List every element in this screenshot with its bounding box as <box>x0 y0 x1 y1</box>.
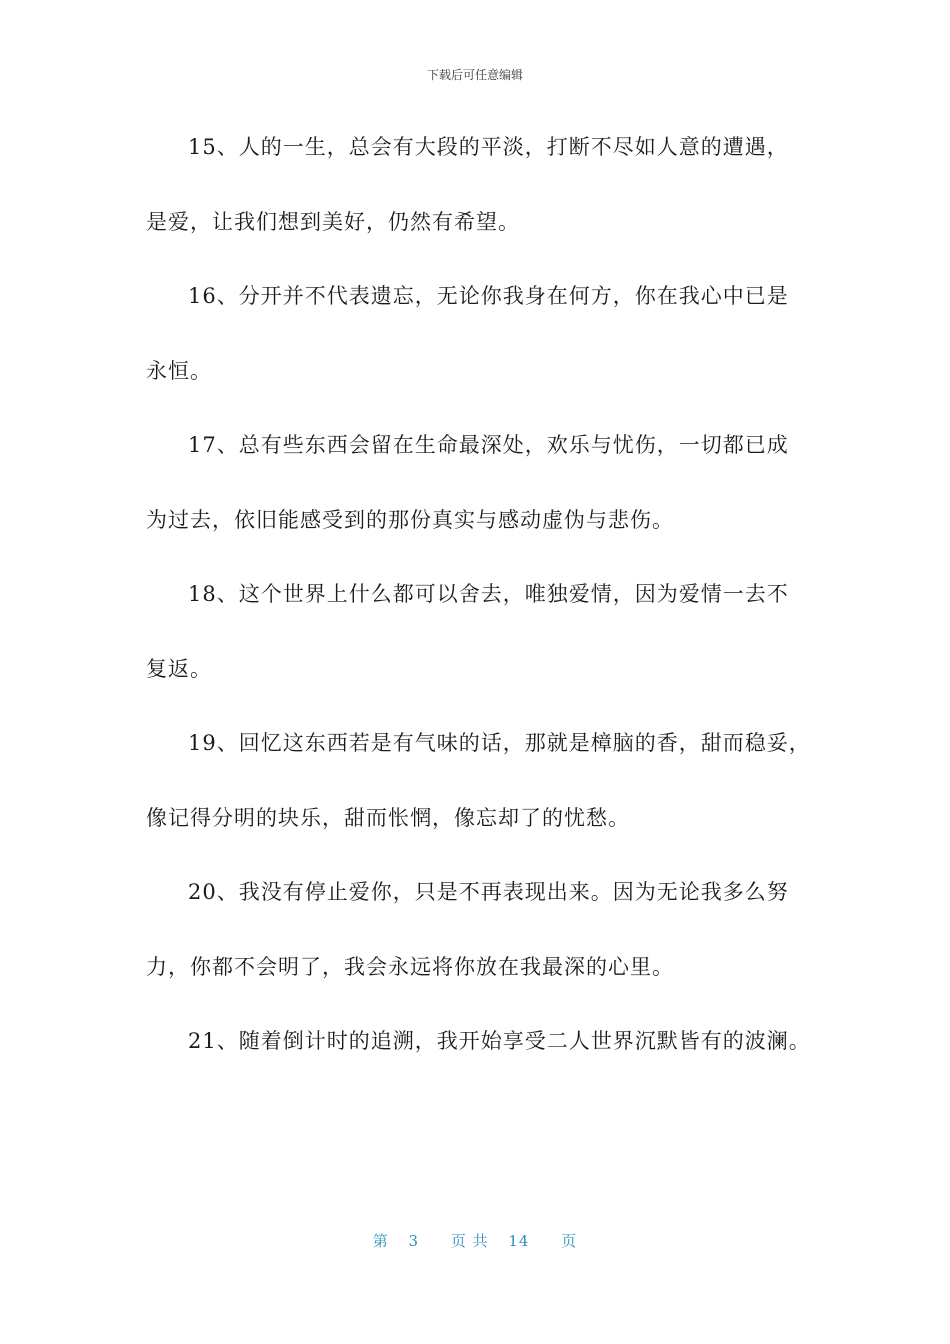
paragraph-17-line-1: 17、总有些东西会留在生命最深处，欢乐与忧伤，一切都已成 <box>188 433 789 457</box>
paragraph-20-line-2: 力，你都不会明了，我会永远将你放在我最深的心里。 <box>146 954 674 979</box>
footer-middle: 页 共 <box>450 1232 489 1250</box>
footer-prefix: 第 <box>372 1232 389 1250</box>
paragraph-20-line-1: 20、我没有停止爱你，只是不再表现出来。因为无论我多么努 <box>188 880 789 904</box>
paragraph-18-line-1: 18、这个世界上什么都可以舍去，唯独爱情，因为爱情一去不 <box>188 582 789 606</box>
footer-suffix: 页 <box>561 1232 578 1250</box>
page-footer <box>0 1230 950 1251</box>
paragraph-19-line-2: 像记得分明的块乐，甜而怅惘，像忘却了的忧愁。 <box>146 805 630 830</box>
paragraph-16-line-2: 永恒。 <box>146 358 212 383</box>
paragraph-16-line-1: 16、分开并不代表遗忘，无论你我身在何方，你在我心中已是 <box>188 284 789 308</box>
paragraph-18-line-2: 复返。 <box>146 656 212 681</box>
footer-total-pages: 14 <box>508 1232 530 1250</box>
paragraph-15-line-1: 15、人的一生，总会有大段的平淡，打断不尽如人意的遭遇， <box>188 135 789 159</box>
paragraph-17-line-2: 为过去，依旧能感受到的那份真实与感动虚伪与悲伤。 <box>146 507 674 532</box>
paragraph-15-line-2: 是爱，让我们想到美好，仍然有希望。 <box>146 209 520 234</box>
paragraph-19-line-1: 19、回忆这东西若是有气味的话，那就是樟脑的香，甜而稳妥， <box>188 731 811 755</box>
page-header: 下载后可任意编辑 <box>426 68 523 82</box>
document-body <box>146 124 810 1093</box>
footer-current-page: 3 <box>408 1232 420 1250</box>
paragraph-21-line-1: 21、随着倒计时的追溯，我开始享受二人世界沉默皆有的波澜。 <box>188 1029 811 1053</box>
